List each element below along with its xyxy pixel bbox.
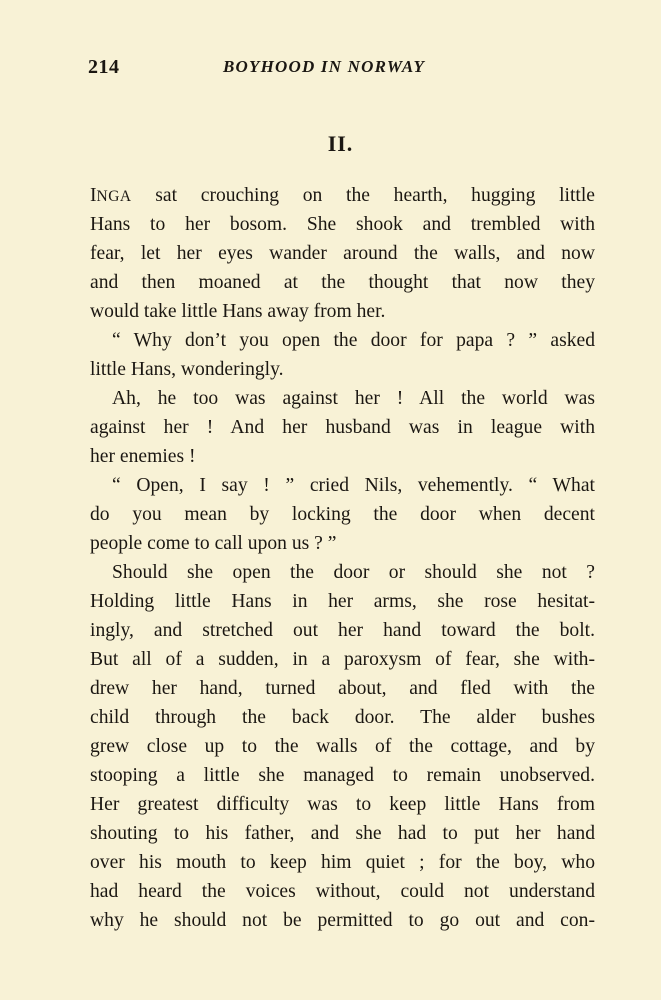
text-line: people come to call upon us ? ” [90,533,337,554]
text-line: Hans to her bosom. She shook and trembled with [90,214,595,235]
text-line: her enemies ! [90,446,196,467]
text-line: over his mouth to keep him quiet ; for the boy, who [90,852,595,873]
text-line: INGA sat crouching on the hearth, hugging little [90,185,595,206]
text-line: Ah, he too was against her ! All the world was [112,388,595,409]
text-line: “ Why don’t you open the door for papa ? ” asked [112,330,595,351]
text-line: why he should not be permitted to go out and con- [90,910,595,931]
text-line: Holding little Hans in her arms, she rose hesitat- [90,591,595,612]
text-line: against her ! And her husband was in league with [90,417,595,438]
text-line: would take little Hans away from her. [90,301,386,322]
text-line: “ Open, I say ! ” cried Nils, vehemently. “ What [112,475,595,496]
running-header [88,56,600,80]
text-line: But all of a sudden, in a paroxysm of fear, she with- [90,649,595,670]
text-line: and then moaned at the thought that now they [90,272,595,293]
chapter-heading: II. [327,131,354,156]
text-line: had heard the voices without, could not understand [90,881,595,902]
text-line: stooping a little she managed to remain unobserved. [90,765,595,786]
text-line: shouting to his father, and she had to put her hand [90,823,595,844]
running-title: BOYHOOD IN NORWAY [223,57,426,76]
body-text [90,181,595,935]
text-line: drew her hand, turned about, and fled with the [90,678,595,699]
text-line: do you mean by locking the door when decent [90,504,595,525]
text-line: Should she open the door or should she not ? [112,562,595,583]
text-line: little Hans, wonderingly. [90,359,284,380]
text-line: Her greatest difficulty was to keep little Hans from [90,794,595,815]
page-number: 214 [88,56,120,78]
text-line: child through the back door. The alder bushes [90,707,595,728]
text-line: fear, let her eyes wander around the walls, and now [90,243,595,264]
text-line: ingly, and stretched out her hand toward the bolt. [90,620,595,641]
text-line: grew close up to the walls of the cottage, and by [90,736,595,757]
